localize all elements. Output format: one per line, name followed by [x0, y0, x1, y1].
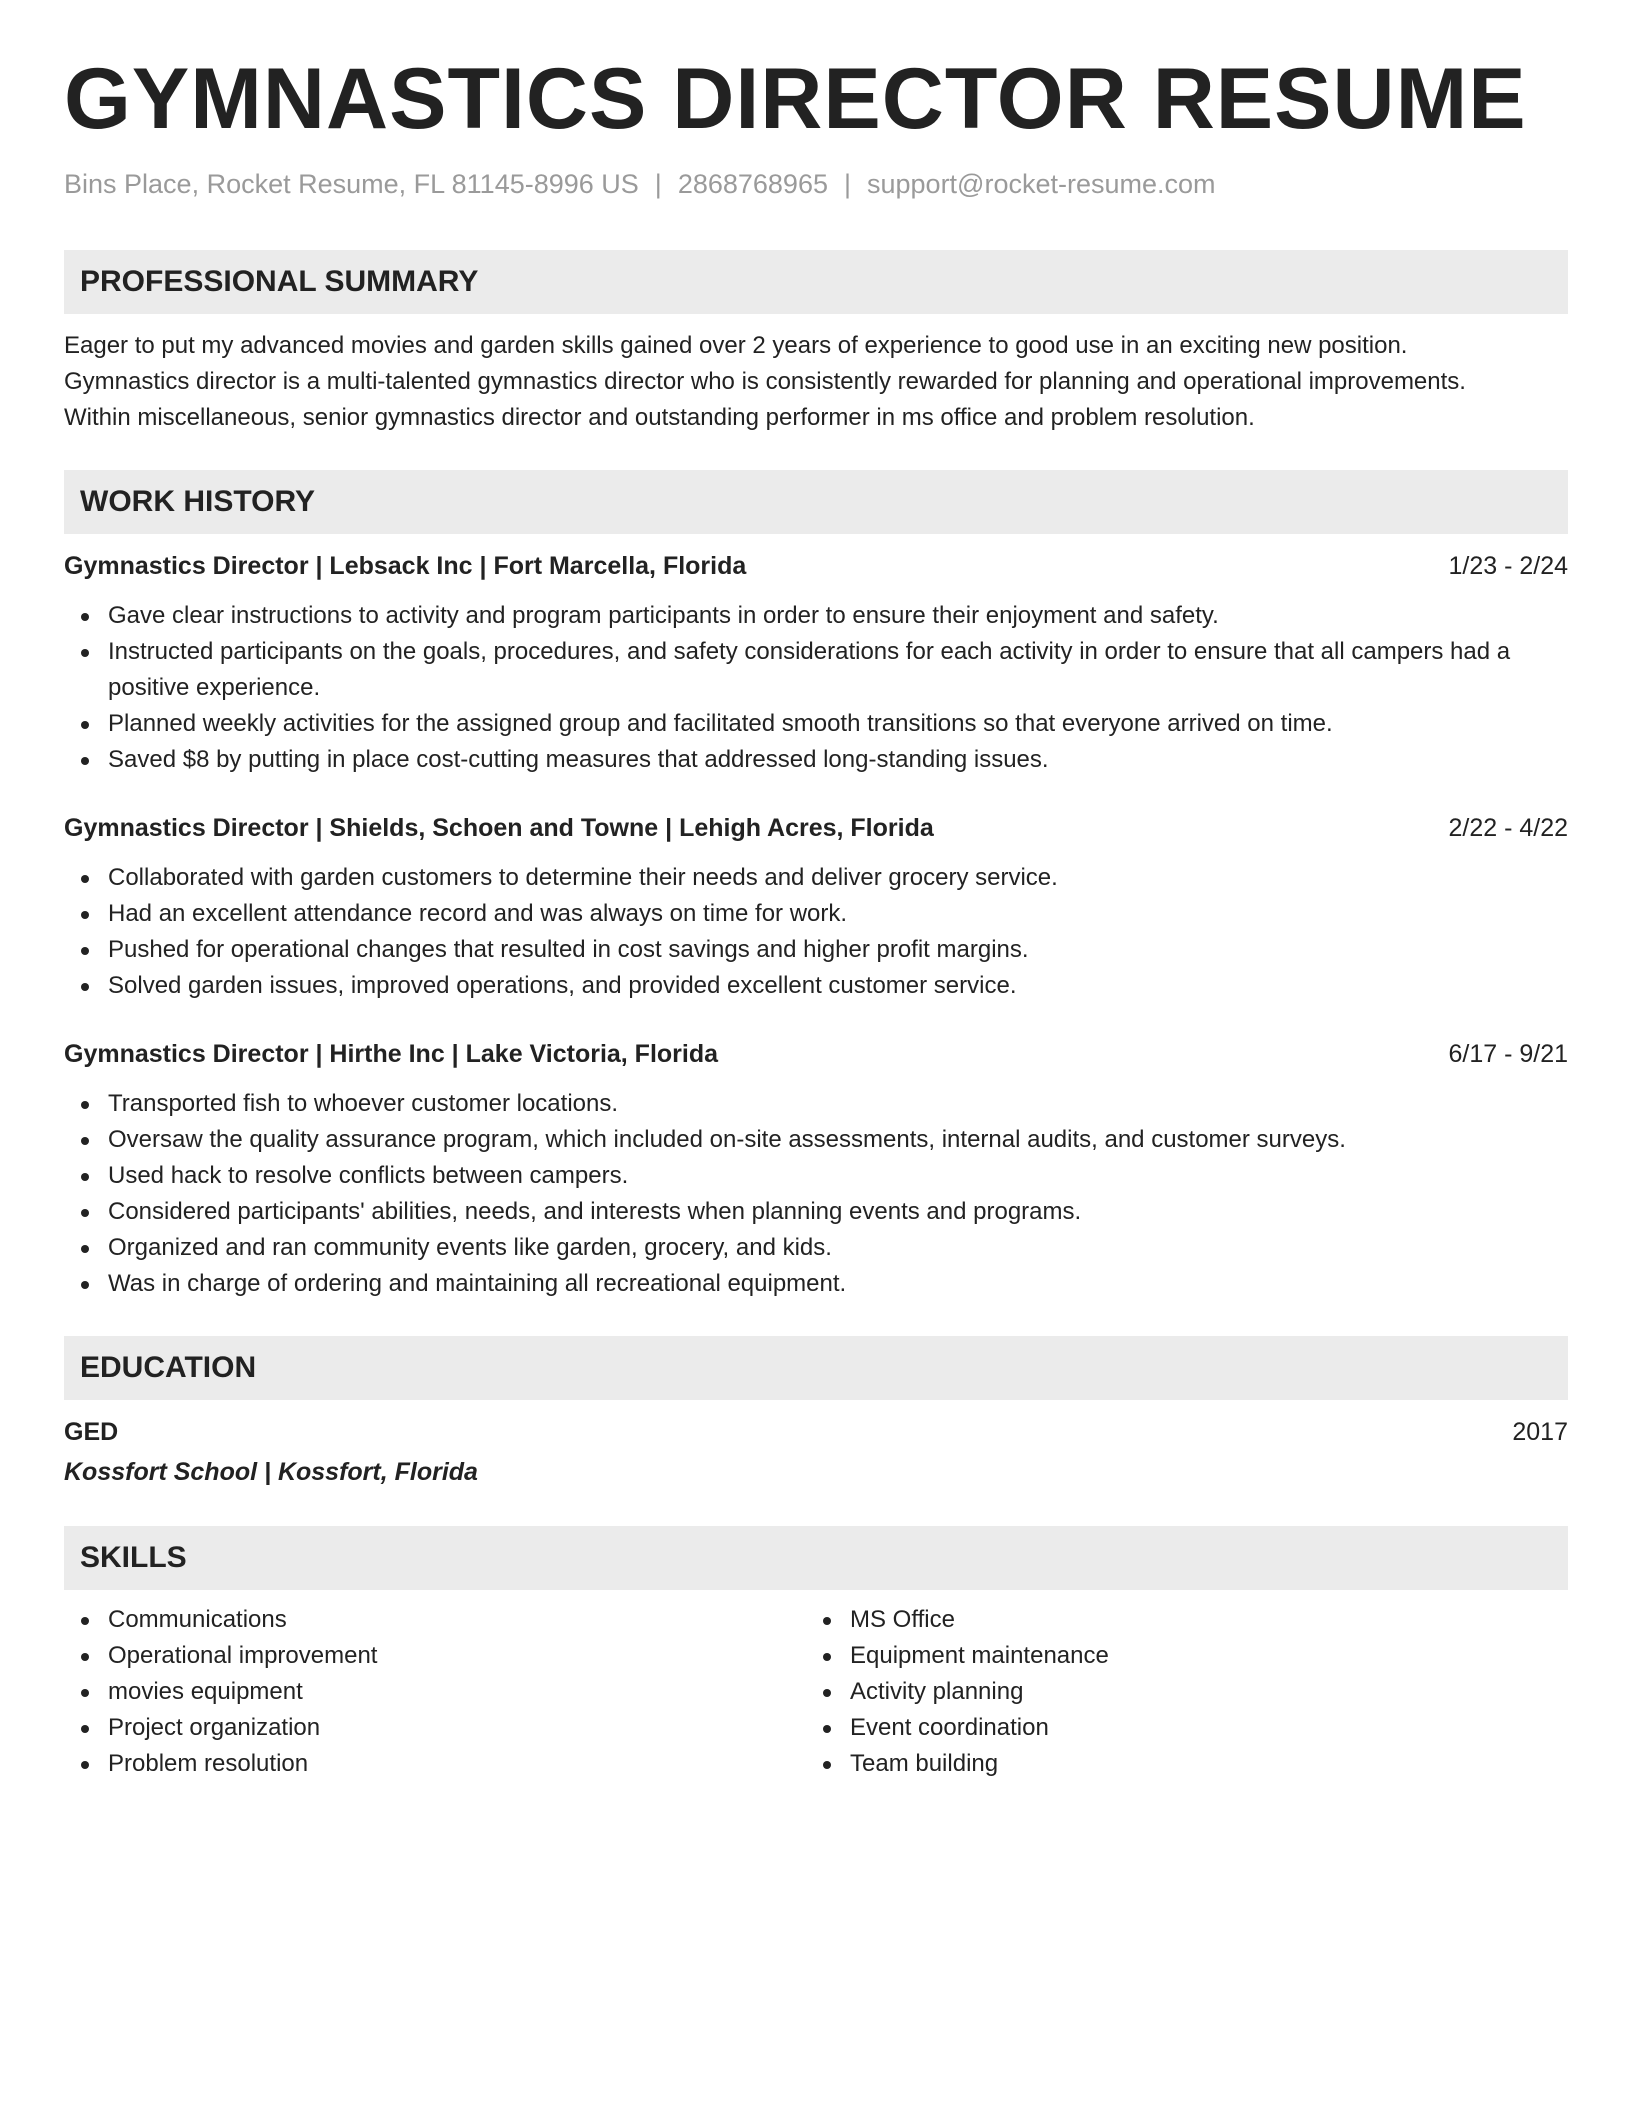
- skills-column-left: [64, 1602, 806, 1782]
- job-bullet: Solved garden issues, improved operations, and provided excellent customer service.: [64, 968, 1568, 1004]
- contact-address: Bins Place, Rocket Resume, FL 81145-8996 US: [64, 169, 639, 199]
- contact-separator: |: [843, 169, 851, 199]
- skill-item: Project organization: [64, 1710, 806, 1746]
- summary-text: [64, 328, 1568, 436]
- job-entry: [64, 810, 1568, 1004]
- job-bullets: [64, 598, 1568, 778]
- education-heading: EDUCATION: [64, 1336, 1568, 1400]
- skill-item: Event coordination: [806, 1710, 1548, 1746]
- job-bullet: Organized and ran community events like garden, grocery, and kids.: [64, 1230, 1568, 1266]
- job-entry: [64, 1036, 1568, 1302]
- job-bullets: [64, 860, 1568, 1004]
- job-dates: 2/22 - 4/22: [1448, 814, 1568, 843]
- job-bullets: [64, 1086, 1568, 1302]
- job-title: Gymnastics Director | Shields, Schoen and Towne | Lehigh Acres, Florida: [64, 814, 934, 843]
- work-history-heading: WORK HISTORY: [64, 470, 1568, 534]
- education-entry: [64, 1414, 1568, 1490]
- job-bullet: Oversaw the quality assurance program, which included on-site assessments, internal audits, and customer surveys.: [64, 1122, 1568, 1158]
- summary-line: Within miscellaneous, senior gymnastics director and outstanding performer in ms office and problem resolution.: [64, 404, 1255, 432]
- skill-item: Operational improvement: [64, 1638, 806, 1674]
- contact-phone: 2868768965: [677, 169, 828, 199]
- contact-line: [64, 168, 1568, 200]
- education-school: Kossfort School | Kossfort, Florida: [64, 1458, 478, 1487]
- resume-page: [64, 51, 1568, 1782]
- contact-separator: |: [654, 169, 662, 199]
- job-bullet: Collaborated with garden customers to determine their needs and deliver grocery service.: [64, 860, 1568, 896]
- job-bullet: Used hack to resolve conflicts between campers.: [64, 1158, 1568, 1194]
- skill-item: Activity planning: [806, 1674, 1548, 1710]
- job-title: Gymnastics Director | Hirthe Inc | Lake Victoria, Florida: [64, 1040, 719, 1069]
- skill-item: movies equipment: [64, 1674, 806, 1710]
- job-bullet: Transported fish to whoever customer locations.: [64, 1086, 1568, 1122]
- skill-item: Problem resolution: [64, 1746, 806, 1782]
- skill-item: Equipment maintenance: [806, 1638, 1548, 1674]
- job-header: [64, 1036, 1568, 1072]
- contact-email: support@rocket-resume.com: [867, 169, 1216, 199]
- summary-heading: PROFESSIONAL SUMMARY: [64, 250, 1568, 314]
- skill-item: Communications: [64, 1602, 806, 1638]
- education-degree: GED: [64, 1418, 119, 1447]
- job-bullet: Saved $8 by putting in place cost-cutting measures that addressed long-standing issues.: [64, 742, 1568, 778]
- job-dates: 1/23 - 2/24: [1448, 552, 1568, 581]
- job-bullet: Was in charge of ordering and maintaining all recreational equipment.: [64, 1266, 1568, 1302]
- job-bullet: Gave clear instructions to activity and program participants in order to ensure their enjoyment and safety.: [64, 598, 1568, 634]
- skills-heading: SKILLS: [64, 1526, 1568, 1590]
- job-header: [64, 548, 1568, 584]
- job-bullet: Instructed participants on the goals, procedures, and safety considerations for each activity in order to ensure that all campers had a positive experience.: [64, 634, 1568, 706]
- job-bullet: Pushed for operational changes that resulted in cost savings and higher profit margins.: [64, 932, 1568, 968]
- summary-line: Gymnastics director is a multi-talented gymnastics director who is consistently rewarded for planning and operational improvements.: [64, 368, 1466, 396]
- skill-item: MS Office: [806, 1602, 1548, 1638]
- job-title: Gymnastics Director | Lebsack Inc | Fort Marcella, Florida: [64, 552, 747, 581]
- job-entry: [64, 548, 1568, 778]
- job-bullet: Planned weekly activities for the assigned group and facilitated smooth transitions so that everyone arrived on time.: [64, 706, 1568, 742]
- job-header: [64, 810, 1568, 846]
- skill-item: Team building: [806, 1746, 1548, 1782]
- job-bullet: Had an excellent attendance record and was always on time for work.: [64, 896, 1568, 932]
- job-bullet: Considered participants' abilities, needs, and interests when planning events and programs.: [64, 1194, 1568, 1230]
- resume-title: GYMNASTICS DIRECTOR RESUME: [64, 51, 1527, 147]
- job-dates: 6/17 - 9/21: [1448, 1040, 1568, 1069]
- education-year: 2017: [1512, 1418, 1568, 1447]
- skills-column-right: [806, 1602, 1548, 1782]
- education-header: [64, 1414, 1568, 1450]
- skills-list: [64, 1602, 1568, 1782]
- summary-line: Eager to put my advanced movies and garden skills gained over 2 years of experience to good use in an exciting new position.: [64, 332, 1408, 360]
